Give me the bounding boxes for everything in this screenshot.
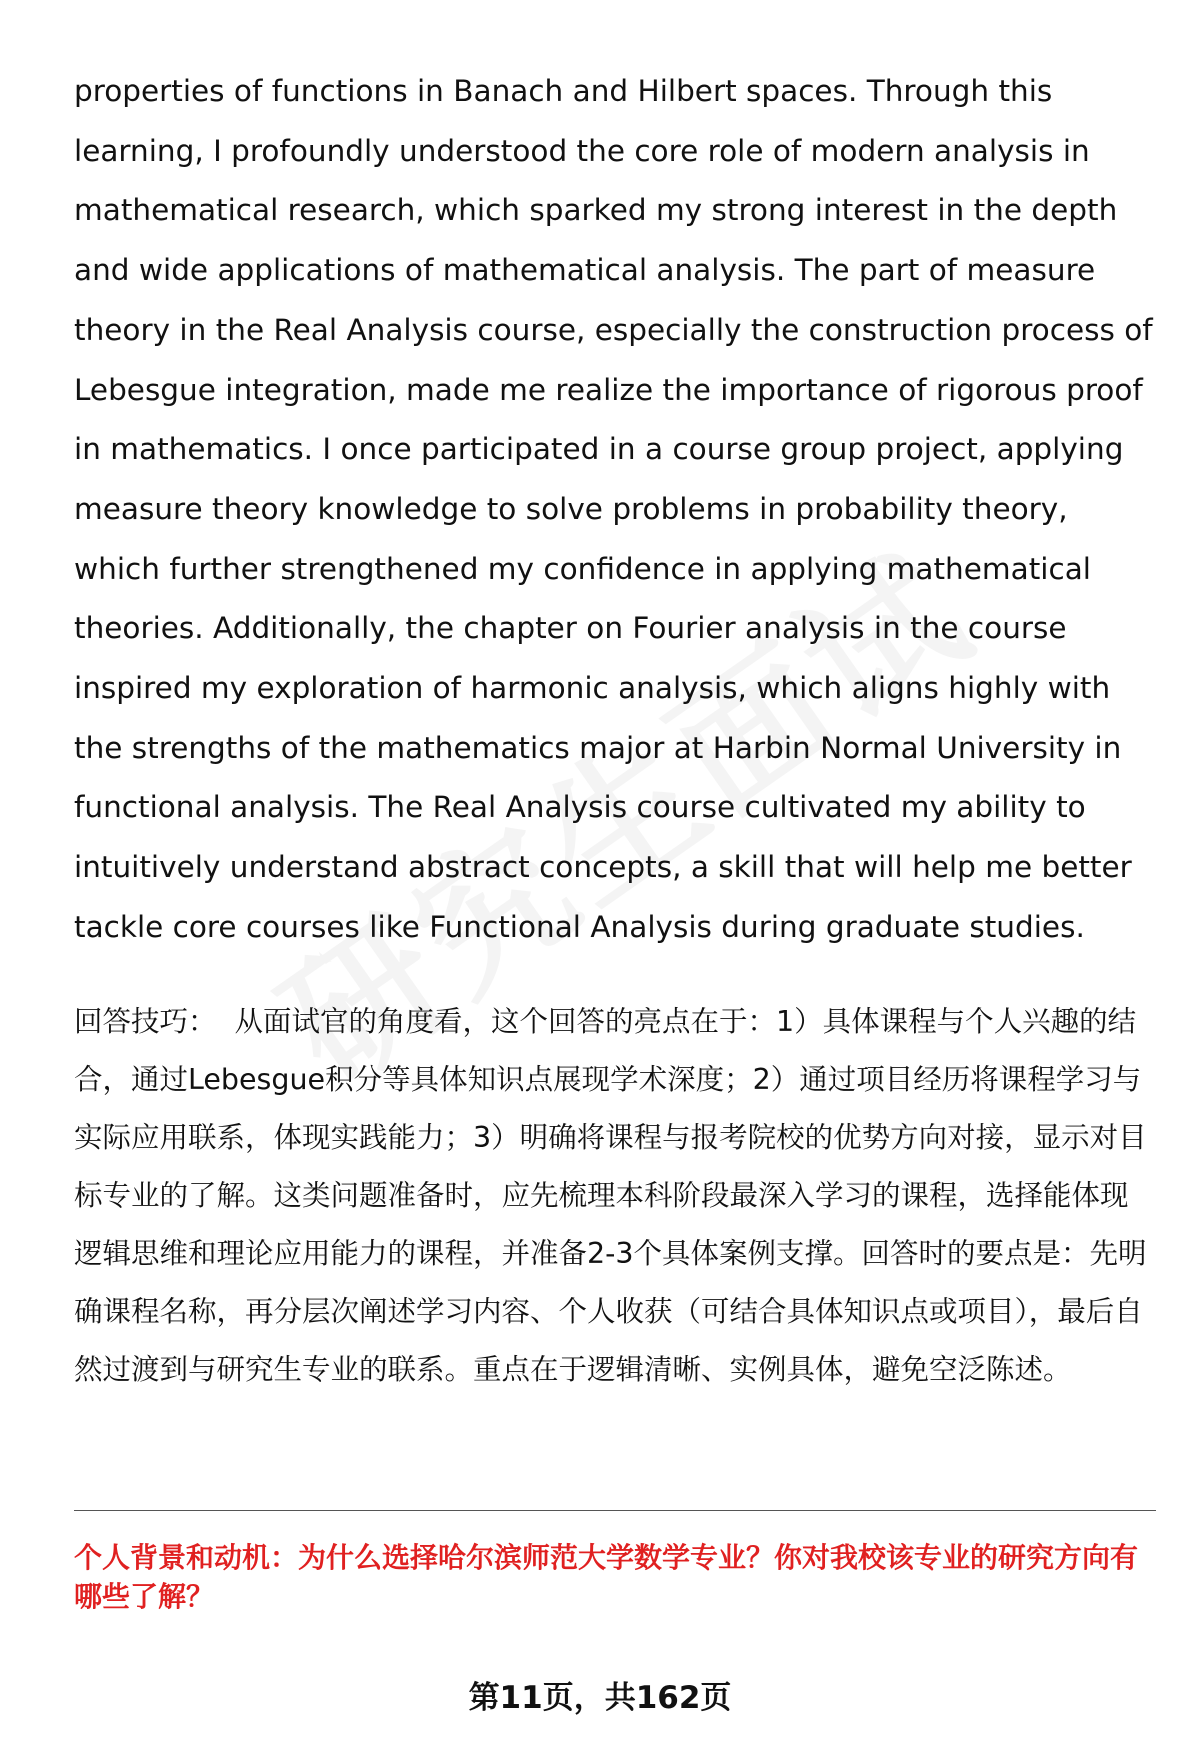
section-divider	[74, 1510, 1156, 1511]
content-area	[74, 62, 1154, 1399]
tips-label: 回答技巧：	[74, 1004, 217, 1038]
page-indicator: 第11页，共162页	[468, 1680, 732, 1716]
next-question-heading: 个人背景和动机：为什么选择哈尔滨师范大学数学专业？你对我校该专业的研究方向有哪些了解？	[74, 1541, 1139, 1613]
tips-body: 从面试官的角度看，这个回答的亮点在于：1）具体课程与个人兴趣的结合，通过Lebesgue积分等具体知识点展现学术深度；2）通过项目经历将课程学习与实际应用联系，体现实践能力；3）明确将课程与报考院校的优势方向对接，显示对目标专业的了解。这类问题准备时，应先梳理本科阶段最深入学习的课程，选择能体现逻辑思维和理论应用能力的课程，并准备2-3个具体案例支撑。回答时的要点是：先明确课程名称，再分层次阐述学习内容、个人收获（可结合具体知识点或项目），最后自然过渡到与研究生专业的联系。重点在于逻辑清晰、实例具体，避免空泛陈述。	[74, 1004, 1147, 1386]
answer-tips	[74, 993, 1154, 1399]
answer-paragraph: properties of functions in Banach and Hilbert spaces. Through this learning, I profoundly understood the core role of modern analysis in mathematical research, which sparked my strong interest in the depth and wide applications of mathematical analysis. The part of measure theory in the Real Analysis course, especially the construction process of Lebesgue integration, made me realize the importance of rigorous proof in mathematics. I once participated in a course group project, applying measure theory knowledge to solve problems in probability theory, which further strengthened my confidence in applying mathematical theories. Additionally, the chapter on Fourier analysis in the course inspired my exploration of harmonic analysis, which aligns highly with the strengths of the mathematics major at Harbin Normal University in functional analysis. The Real Analysis course cultivated my ability to intuitively understand abstract concepts, a skill that will help me better tackle core courses like Functional Analysis during graduate studies.	[74, 74, 1153, 944]
